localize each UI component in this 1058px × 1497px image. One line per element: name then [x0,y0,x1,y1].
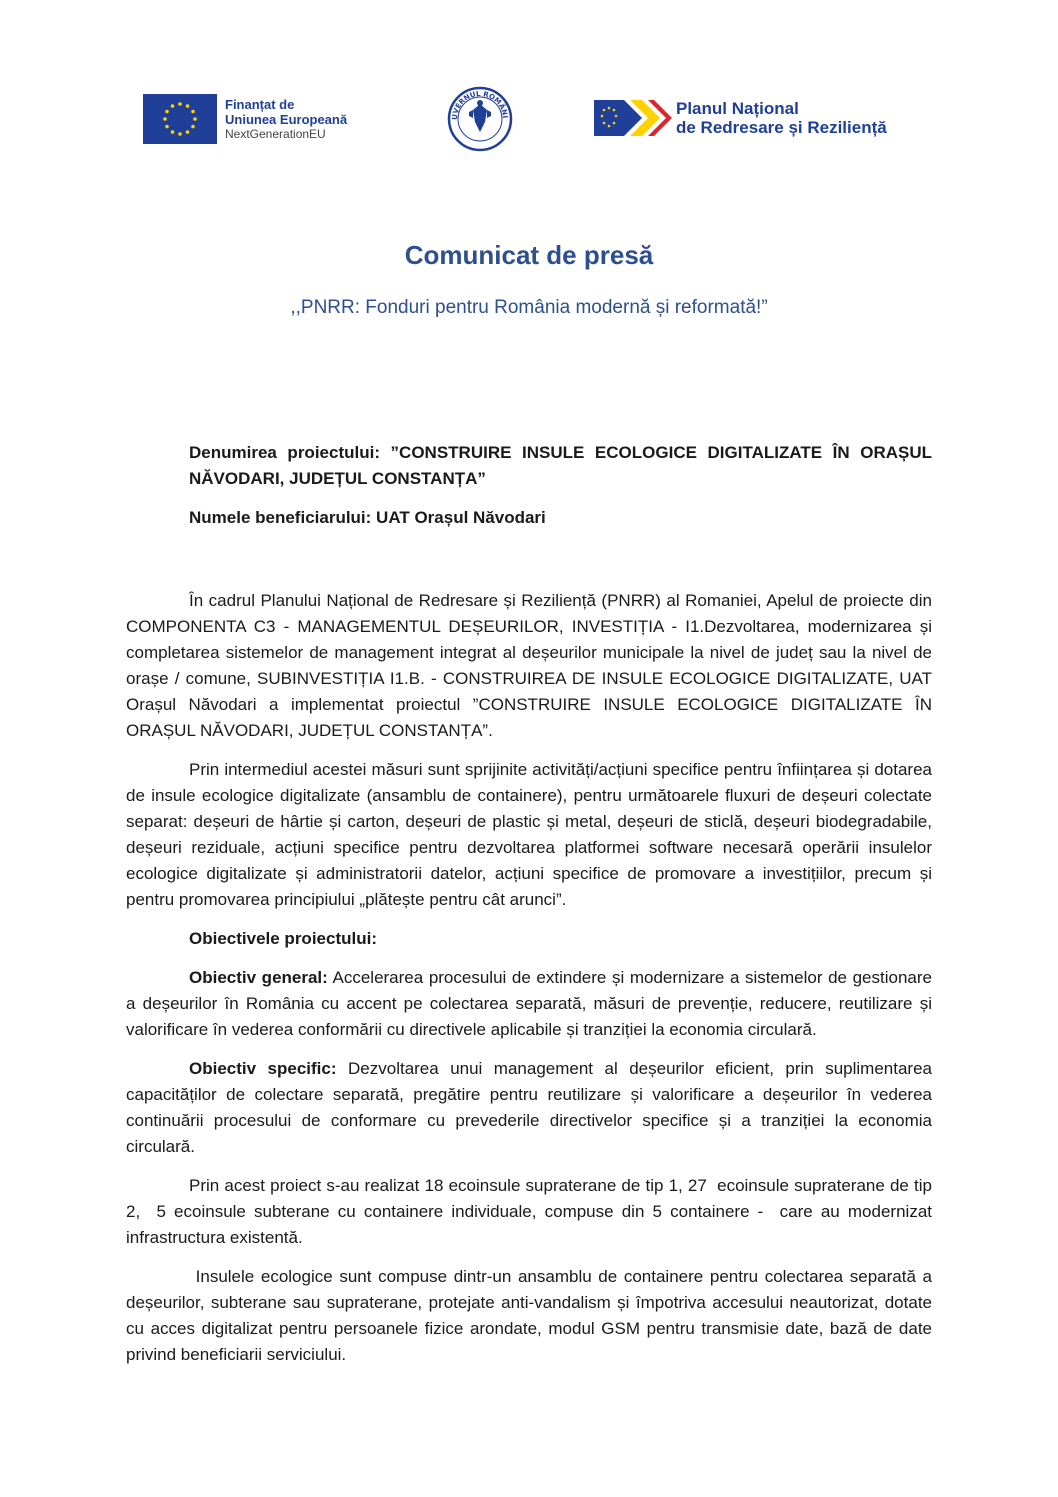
pnrr-logo [594,96,887,140]
eu-line3: NextGenerationEU [225,126,326,141]
eu-flag-icon [143,94,217,144]
eu-star [178,132,182,136]
project-name: Denumirea proiectului: ”CONSTRUIRE INSULE ECOLOGICE DIGITALIZATE ÎN ORAȘUL NĂVODARI, JUDEȚUL CONSTANȚA” [189,443,932,488]
page-title: Comunicat de presă [404,240,654,270]
header-logos [0,86,1058,166]
eu-line2: Uniunea Europeană [225,111,348,127]
eu-star [193,117,197,121]
eu-star [171,104,175,108]
objective-specific [126,1056,932,1160]
pnrr-line2: de Redresare și Reziliență [676,118,887,137]
pnrr-line1: Planul Național [676,99,799,118]
document-body [126,440,937,1381]
government-seal-icon [447,86,513,152]
paragraph-3: Prin acest proiect s-au realizat 18 ecoinsule supraterane de tip 1, 27 ecoinsule supraterane de tip 2, 5 ecoinsule subterane cu containere individuale, compuse din 5 containere - care au modernizat infrastructura existentă. [126,1176,937,1247]
eu-star [171,130,175,134]
objective-general-text: Accelerarea procesului de extindere și modernizare a sistemelor de gestionare a deșeurilor în România cu accent pe colectarea separată, măsuri de prevenție, reducere, reutilizare și valorificare în vederea conformării cu directivele aplicabile și tranziției la economia circulară. [126,968,932,1039]
eu-star [191,125,195,129]
beneficiary: Numele beneficiarului: UAT Orașul Năvodari [189,508,546,527]
paragraph-4: Insulele ecologice sunt compuse dintr-un ansamblu de containere pentru colectarea separată a deșeurilor, subterane sau supraterane, protejate anti-vandalism și împotriva accesului neautorizat, dotate cu acces digitalizat pentru persoanele fizice arondate, modul GSM pentru transmisie date, bază de date privind beneficiarii serviciului. [126,1267,937,1364]
objective-general-label: Obiectiv general: [189,968,328,987]
objective-specific-label: Obiectiv specific: [189,1059,337,1078]
eu-star [165,110,169,114]
eu-star [165,125,169,129]
eu-line1: Finanțat de [225,96,295,112]
gov-seal-text: UVERNUL ROMÂNI [450,89,510,121]
eu-star [191,110,195,114]
page-subtitle: ,,PNRR: Fonduri pentru România modernă și reformată!” [290,297,768,318]
eu-star [186,104,190,108]
pnrr-flag-icon [594,96,672,140]
eu-star [186,130,190,134]
paragraph-2: Prin intermediul acestei măsuri sunt sprijinite activități/acțiuni specifice pentru înființarea și dotarea de insule ecologice digitalizate (ansamblu de containere), pentru următoarele fluxuri de deșeuri colectate separat: deșeuri de hârtie și carton, deșeuri de plastic și metal, deșeuri de sticlă, deșeuri biodegradabile, deșeuri reziduale, acțiuni specifice pentru dezvoltarea platformei software necesară operării insulelor ecologice digitalizate și administratorii datelor, acțiuni specifice de promovare a investițiilor, precum și pentru promovarea principiului „plătește pentru cât arunci”. [126,760,932,909]
objective-general [126,965,932,1043]
eu-logo [143,94,347,144]
eu-star [163,117,167,121]
paragraph-1: În cadrul Planului Național de Redresare și Reziliență (PNRR) al Romaniei, Apelul de proiecte din COMPONENTA C3 - MANAGEMENTUL DEȘEURILOR, INVESTIȚIA - I1.Dezvoltarea, modernizarea și completarea sistemelor de management integrat al deșeurilor municipale la nivel de județ sau la nivel de orașe / comune, SUBINVESTIȚIA I1.B. - CONSTRUIREA DE INSULE ECOLOGICE DIGITALIZATE, UAT Orașul Năvodari a implementat proiectul ”CONSTRUIRE INSULE ECOLOGICE DIGITALIZATE ÎN ORAȘUL NĂVODARI, JUDEȚUL CONSTANȚA”. [126,591,932,740]
objective-specific-text: Dezvoltarea unui management al deșeurilor eficient, prin suplimentarea capacităților de colectare separată, pregătire pentru reutilizare și valorificare a deșeurilor în vederea continuării procesului de conformare cu prevederile directivelor specifice și a tranziției la economia circulară. [126,1059,932,1156]
objectives-heading: Obiectivele proiectului: [189,929,377,948]
eu-star [178,102,182,106]
